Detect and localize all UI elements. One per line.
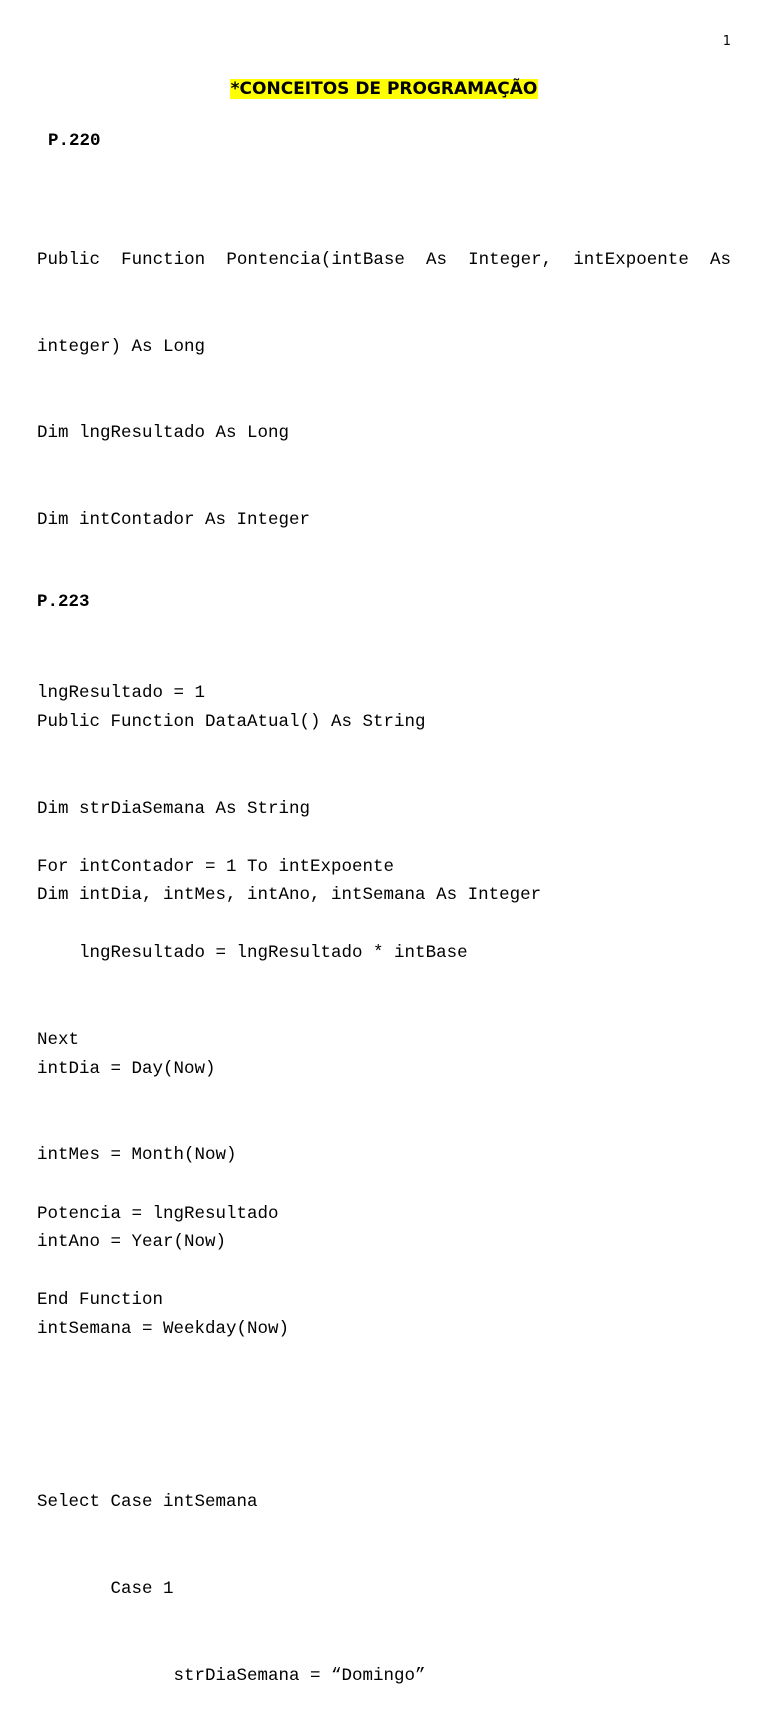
code-line: intSemana = Weekday(Now) bbox=[37, 1318, 290, 1339]
code-line: strDiaSemana = “Domingo” bbox=[37, 1665, 426, 1686]
document-title: *CONCEITOS DE PROGRAMAÇÃO bbox=[230, 79, 538, 99]
code-line: lngResultado = 1 bbox=[37, 683, 206, 704]
code-line: Public Function DataAtual() As String bbox=[37, 711, 426, 732]
section-heading-p223: P.223 bbox=[37, 592, 90, 612]
code-line: Next bbox=[37, 1030, 80, 1051]
section-heading-p220: P.220 bbox=[48, 131, 101, 151]
code-line-justified bbox=[37, 246, 731, 275]
code-line bbox=[37, 593, 731, 622]
title-container bbox=[0, 79, 768, 99]
code-line: Dim lngResultado As Long bbox=[37, 423, 290, 444]
code-line: intDia = Day(Now) bbox=[37, 1058, 216, 1079]
code-line: Dim strDiaSemana As String bbox=[37, 798, 311, 819]
code-line: End Function bbox=[37, 1290, 164, 1311]
code-line: lngResultado = lngResultado * intBase bbox=[37, 943, 468, 964]
code-word: As bbox=[425, 249, 447, 270]
code-line: Dim intContador As Integer bbox=[37, 509, 311, 530]
code-line: Case 1 bbox=[37, 1578, 174, 1599]
code-line bbox=[37, 1401, 731, 1430]
code-line: For intContador = 1 To intExpoente bbox=[37, 856, 395, 877]
code-line bbox=[37, 968, 731, 997]
code-word: As bbox=[709, 249, 731, 270]
code-line: Dim intDia, intMes, intAno, intSemana As Integer bbox=[37, 885, 542, 906]
code-line: intAno = Year(Now) bbox=[37, 1232, 227, 1253]
code-block-p223 bbox=[37, 650, 731, 1719]
code-line: Potencia = lngResultado bbox=[37, 1203, 279, 1224]
code-word: Integer, bbox=[468, 249, 553, 270]
page-number: 1 bbox=[722, 34, 731, 49]
code-line: integer) As Long bbox=[37, 336, 206, 357]
code-word: intExpoente bbox=[573, 249, 689, 270]
code-word: Function bbox=[121, 249, 206, 270]
code-word: Public bbox=[37, 249, 101, 270]
code-line: Select Case intSemana bbox=[37, 1492, 258, 1513]
code-line: intMes = Month(Now) bbox=[37, 1145, 237, 1166]
code-word: Pontencia(intBase bbox=[226, 249, 405, 270]
